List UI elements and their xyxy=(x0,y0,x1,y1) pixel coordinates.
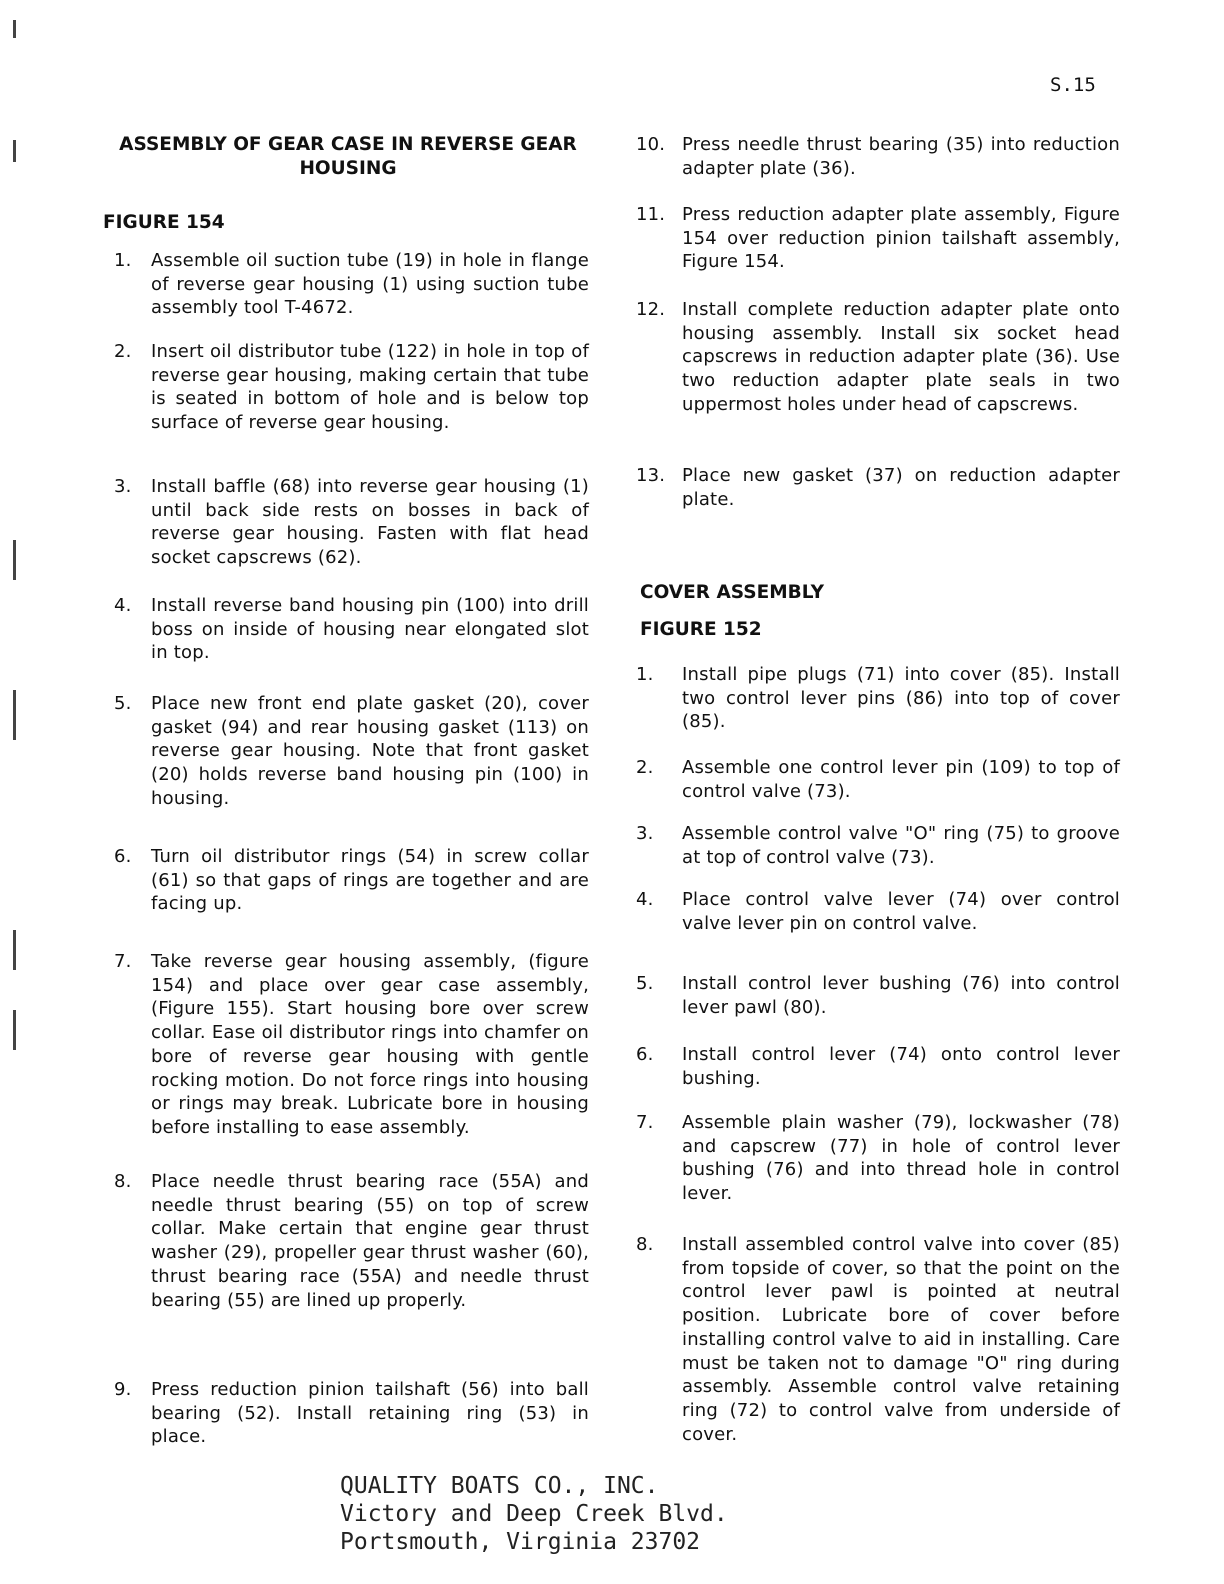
page-number: S.15 xyxy=(1050,74,1096,96)
binding-mark xyxy=(13,20,16,38)
list-item xyxy=(636,972,1120,1019)
item-number: 9. xyxy=(114,1379,132,1400)
item-number: 10. xyxy=(636,134,666,155)
list-item xyxy=(114,1378,589,1449)
section-title-cover-assembly: COVER ASSEMBLY xyxy=(640,582,825,603)
item-text: Install control lever bushing (76) into control lever pawl (80). xyxy=(682,973,1120,1018)
item-text: Take reverse gear housing assembly, (figure 154) and place over gear case assembly, (Figure 155). Start housing bore over screw collar. Ease oil distributor rings into chamfer on bore of reverse gear housing with gentle rocking motion. Do not force rings into housing or rings may break. Lubricate bore in housing before installing to ease assembly. xyxy=(151,951,589,1138)
item-number: 7. xyxy=(636,1112,654,1133)
item-number: 8. xyxy=(636,1234,654,1255)
list-item xyxy=(636,1043,1120,1090)
item-text: Press reduction pinion tailshaft (56) into ball bearing (52). Install retaining ring (53) in place. xyxy=(151,1379,589,1448)
list-item xyxy=(636,464,1120,511)
item-text: Press reduction adapter plate assembly, Figure 154 over reduction pinion tailshaft assembly, Figure 154. xyxy=(682,204,1120,273)
list-item xyxy=(636,822,1120,869)
item-number: 2. xyxy=(636,757,654,778)
item-text: Install baffle (68) into reverse gear housing (1) until back side rests on bosses in back of reverse gear housing. Fasten with flat head socket capscrews (62). xyxy=(151,476,589,569)
list-item xyxy=(636,203,1120,274)
list-item xyxy=(114,340,589,435)
item-text: Assemble one control lever pin (109) to top of control valve (73). xyxy=(682,757,1120,802)
item-number: 12. xyxy=(636,299,666,320)
item-number: 6. xyxy=(114,846,132,867)
item-text: Assemble oil suction tube (19) in hole in flange of reverse gear housing (1) using suction tube assembly tool T-4672. xyxy=(151,250,589,319)
list-item xyxy=(114,475,589,570)
item-text: Install reverse band housing pin (100) into drill boss on inside of housing near elongated slot in top. xyxy=(151,595,589,664)
street-address: Victory and Deep Creek Blvd. xyxy=(340,1501,728,1527)
item-text: Turn oil distributor rings (54) in screw collar (61) so that gaps of rings are together and are facing up. xyxy=(151,846,589,915)
item-text: Place new gasket (37) on reduction adapter plate. xyxy=(682,465,1120,510)
item-text: Place needle thrust bearing race (55A) and needle thrust bearing (55) on top of screw collar. Make certain that engine gear thrust washer (29), propeller gear thrust washer (60), thrust bearing race (55A) and needle thrust bearing (55) are lined up properly. xyxy=(151,1171,589,1311)
item-text: Install complete reduction adapter plate onto housing assembly. Install six socket head capscrews in reduction adapter plate (36). Use two reduction adapter plate seals in two uppermost holes under head of capscrews. xyxy=(682,299,1120,415)
item-number: 13. xyxy=(636,465,666,486)
list-item xyxy=(636,133,1120,180)
item-number: 7. xyxy=(114,951,132,972)
item-number: 3. xyxy=(114,476,132,497)
city-state-zip: Portsmouth, Virginia 23702 xyxy=(340,1529,701,1555)
item-text: Press needle thrust bearing (35) into reduction adapter plate (36). xyxy=(682,134,1120,179)
figure-label: FIGURE 154 xyxy=(103,212,225,233)
item-number: 1. xyxy=(636,664,654,685)
list-item xyxy=(114,249,589,320)
item-text: Install assembled control valve into cover (85) from topside of cover, so that the point on the control lever pawl is pointed at neutral position. Lubricate bore of cover before installing control valve to aid in installing. Care must be taken not to damage "O" ring during assembly. Assemble control valve retaining ring (72) to control valve from underside of cover. xyxy=(682,1234,1120,1445)
item-number: 8. xyxy=(114,1171,132,1192)
item-number: 5. xyxy=(636,973,654,994)
item-number: 3. xyxy=(636,823,654,844)
item-text: Assemble plain washer (79), lockwasher (78) and capscrew (77) in hole of control lever bushing (76) and into thread hole in control lever. xyxy=(682,1112,1120,1205)
list-item xyxy=(636,888,1120,935)
section-title-gear-case xyxy=(103,133,593,181)
title-line: HOUSING xyxy=(299,158,397,179)
item-number: 2. xyxy=(114,341,132,362)
item-text: Install control lever (74) onto control lever bushing. xyxy=(682,1044,1120,1089)
binding-mark xyxy=(13,690,16,740)
item-text: Assemble control valve "O" ring (75) to groove at top of control valve (73). xyxy=(682,823,1120,868)
item-number: 4. xyxy=(114,595,132,616)
list-item xyxy=(114,1170,589,1312)
list-item xyxy=(636,298,1120,417)
list-item xyxy=(114,950,589,1140)
company-name: QUALITY BOATS CO., INC. xyxy=(340,1473,659,1499)
list-item xyxy=(114,692,589,811)
list-item xyxy=(114,594,589,665)
item-text: Place control valve lever (74) over control valve lever pin on control valve. xyxy=(682,889,1120,934)
item-text: Place new front end plate gasket (20), cover gasket (94) and rear housing gasket (113) on reverse gear housing. Note that front gasket (20) holds reverse band housing pin (100) in housing. xyxy=(151,693,589,809)
binding-mark xyxy=(13,1010,16,1050)
item-text: Insert oil distributor tube (122) in hole in top of reverse gear housing, making certain that tube is seated in bottom of hole and is below top surface of reverse gear housing. xyxy=(151,341,589,434)
list-item xyxy=(636,663,1120,734)
title-line: ASSEMBLY OF GEAR CASE IN REVERSE GEAR xyxy=(119,134,577,155)
figure-label: FIGURE 152 xyxy=(640,619,762,640)
binding-mark xyxy=(13,540,16,580)
binding-mark xyxy=(13,930,16,970)
item-number: 4. xyxy=(636,889,654,910)
list-item xyxy=(636,1111,1120,1206)
footer-address xyxy=(340,1472,728,1556)
item-number: 1. xyxy=(114,250,132,271)
item-number: 11. xyxy=(636,204,666,225)
list-item xyxy=(636,1233,1120,1446)
item-text: Install pipe plugs (71) into cover (85). Install two control lever pins (86) into top of cover (85). xyxy=(682,664,1120,733)
binding-mark xyxy=(13,140,16,162)
list-item xyxy=(636,756,1120,803)
item-number: 5. xyxy=(114,693,132,714)
list-item xyxy=(114,845,589,916)
item-number: 6. xyxy=(636,1044,654,1065)
